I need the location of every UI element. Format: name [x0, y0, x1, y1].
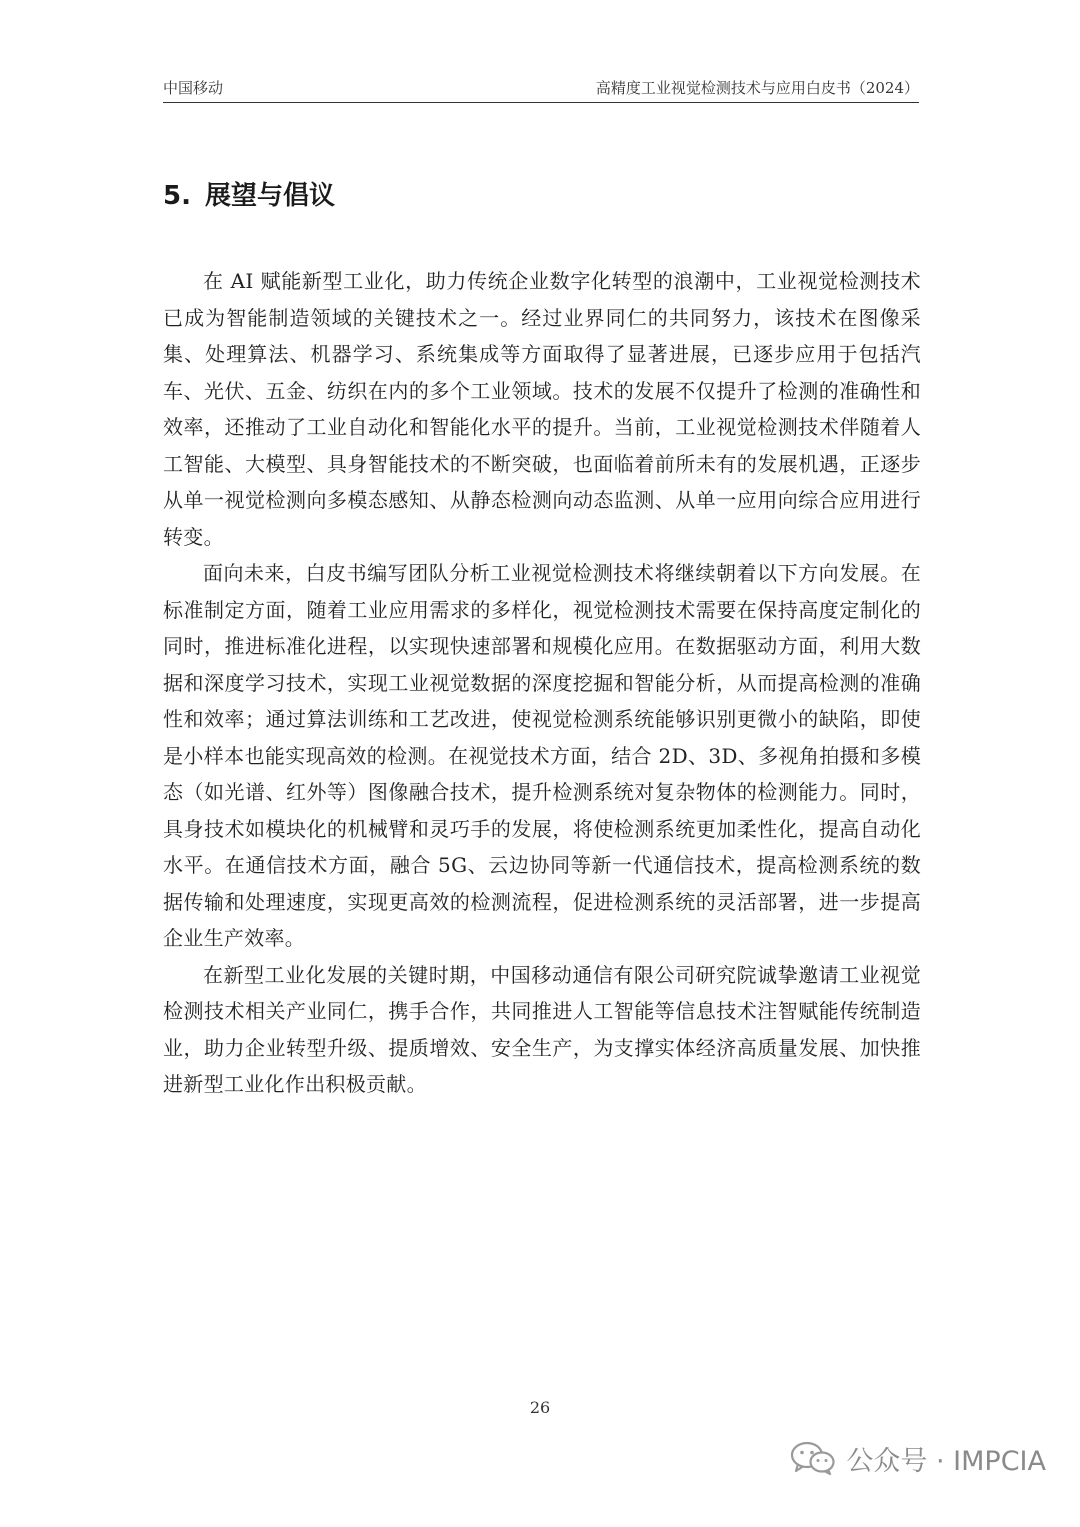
- page-number: 26: [529, 1398, 551, 1417]
- section-title: 展望与倡议: [204, 181, 335, 211]
- watermark-text: 公众号 · IMPCIA: [846, 1445, 1046, 1477]
- watermark: [790, 1438, 1046, 1478]
- paragraph-3: 在新型工业化发展的关键时期，中国移动通信有限公司研究院诚挚邀请工业视觉检测技术相关产业同仁，携手合作，共同推进人工智能等信息技术注智赋能传统制造业，助力企业转型升级、提质增效、安全生产，为支撑实体经济高质量发展、加快推进新型工业化作出积极贡献。: [163, 962, 921, 1096]
- section-heading: [163, 176, 335, 216]
- body-text: [163, 263, 921, 1103]
- header-doc-title: 高精度工业视觉检测技术与应用白皮书（2024）: [595, 79, 919, 97]
- header-org: 中国移动: [163, 79, 224, 97]
- wechat-icon: [790, 1441, 836, 1475]
- page-header: [163, 78, 919, 103]
- paragraph-2: 面向未来，白皮书编写团队分析工业视觉检测技术将继续朝着以下方向发展。在标准制定方面，随着工业应用需求的多样化，视觉检测技术需要在保持高度定制化的同时，推进标准化进程，以实现快速部署和规模化应用。在数据驱动方面，利用大数据和深度学习技术，实现工业视觉数据的深度挖掘和智能分析，从而提高检测的准确性和效率；通过算法训练和工艺改进，使视觉检测系统能够识别更微小的缺陷，即使是小样本也能实现高效的检测。在视觉技术方面，结合 2D、3D、多视角拍摄和多模态（如光谱、红外等）图像融合技术，提升检测系统对复杂物体的检测能力。同时，具身技术如模块化的机械臂和灵巧手的发展，将使检测系统更加柔性化，提高自动化水平。在通信技术方面，融合 5G、云边协同等新一代通信技术，提高检测系统的数据传输和处理速度，实现更高效的检测流程，促进检测系统的灵活部署，进一步提高企业生产效率。: [163, 561, 921, 950]
- paragraph-1: 在 AI 赋能新型工业化，助力传统企业数字化转型的浪潮中，工业视觉检测技术已成为智能制造领域的关键技术之一。经过业界同仁的共同努力，该技术在图像采集、处理算法、机器学习、系统集成等方面取得了显著进展，已逐步应用于包括汽车、光伏、五金、纺织在内的多个工业领域。技术的发展不仅提升了检测的准确性和效率，还推动了工业自动化和智能化水平的提升。当前，工业视觉检测技术伴随着人工智能、大模型、具身智能技术的不断突破，也面临着前所未有的发展机遇，正逐步从单一视觉检测向多模态感知、从静态检测向动态监测、从单一应用向综合应用进行转变。: [163, 269, 921, 549]
- section-number: 5.: [163, 181, 191, 211]
